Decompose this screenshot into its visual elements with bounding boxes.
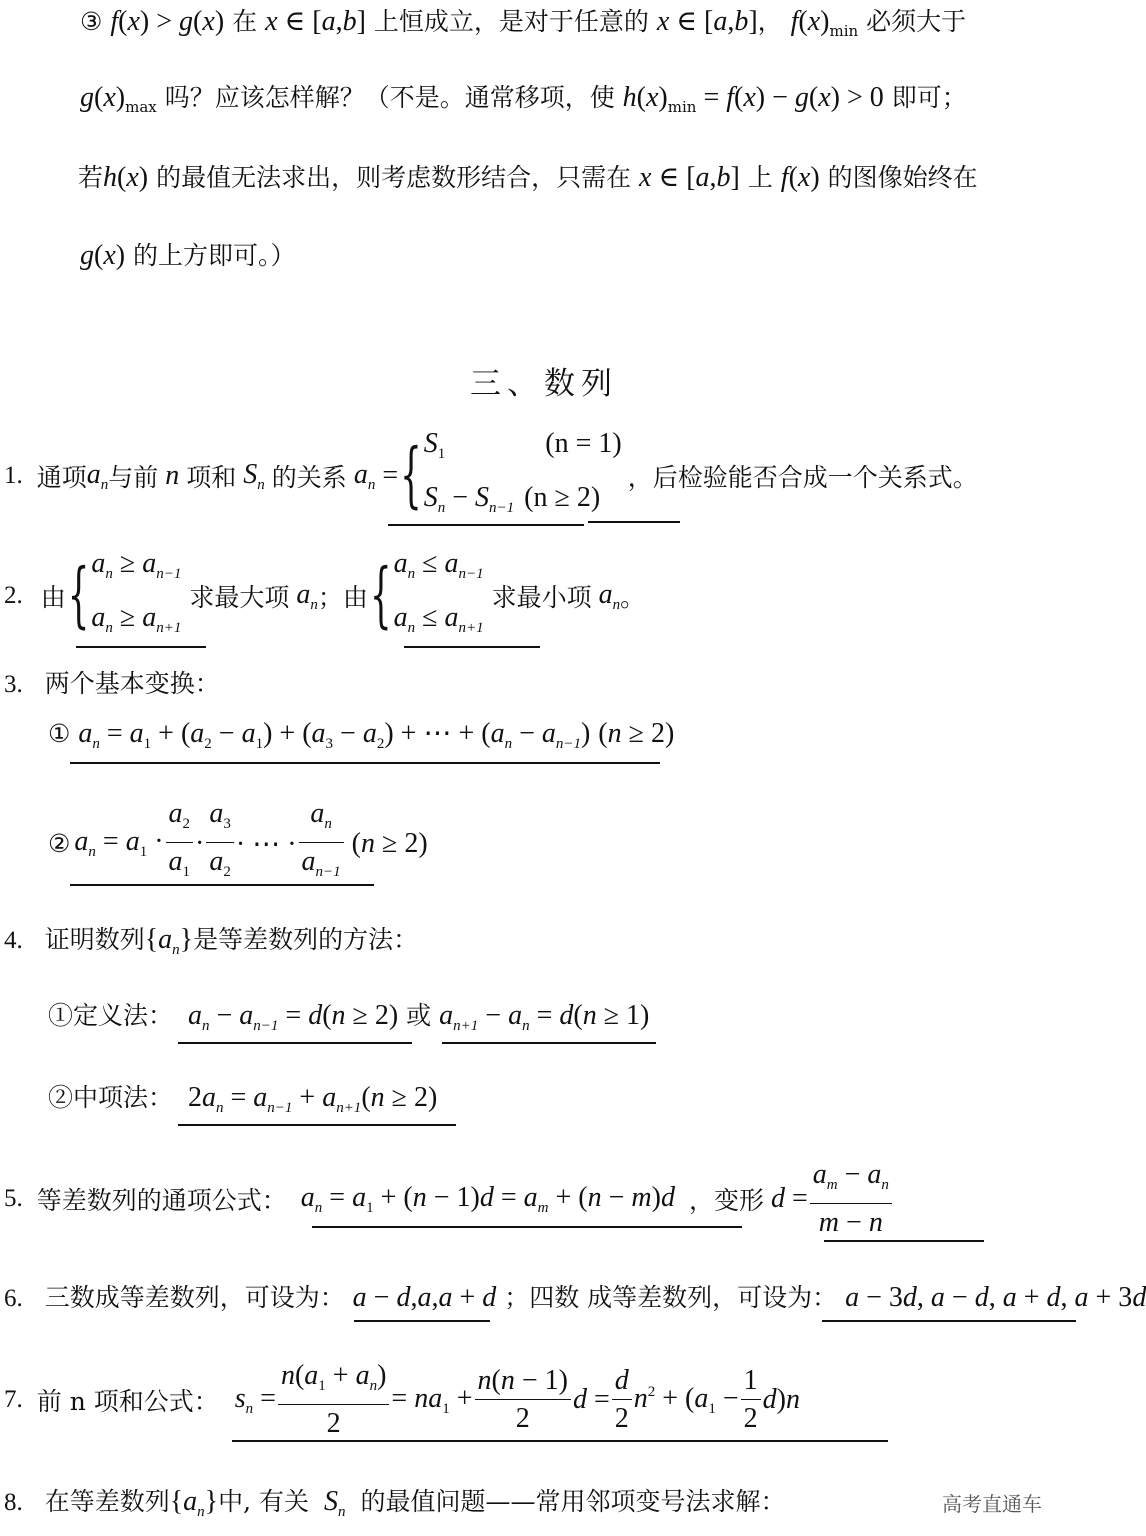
underline-2a [76, 646, 206, 648]
max-term-condition: $a_n \ge a_{n-1}$ $a_n \ge a_{n+1}$ [91, 548, 182, 636]
item-4: 4. 证明数列$\{a_n\}$是等差数列的方法： [4, 924, 419, 958]
item-7: 7. 前 n 项和公式： $s_n$ = $\frac{n(a_1 + a_n)}{2}$ = $na_1$ + $\frac{n(n - 1)}{2}$ d = $\frac{d}{2}$ $n^2 + (a_1$ − $\frac{1}{2}$ d)n [4, 1359, 800, 1439]
underline-7 [232, 1440, 888, 1442]
item-4-definition-method: ①定义法： $a_n - a_{n-1} = d(n \ge 2)$ 或 $a_{n+1} - a_n = d(n \ge 1)$ [48, 1000, 650, 1034]
math-f-gt-g: f [110, 6, 119, 37]
item-4-middle-term-method: ②中项法： $2a_n = a_{n-1} + a_{n+1}(n \ge 2)$ [48, 1082, 438, 1116]
item-3: 3. 两个基本变换： [4, 669, 220, 698]
para3-line1: ③ f(x) > g(x) 在 x ∈ [a,b] 上恒成立，是对于任意的 x ∈ [a,b]， $f(x)_{min}$ 必须大于 [80, 6, 967, 40]
underline-5a [312, 1226, 742, 1228]
underline-6b [822, 1320, 1076, 1322]
item-3-formula-2: ② $a_n = a_1$ · $\frac{a_2}{a_1}$ · $\frac{a_3}{a_2}$ · ⋯ · $\frac{a_n}{a_{n-1}}$ (n ≥ 2) [48, 798, 428, 880]
section-title: 三、数列 [470, 366, 618, 402]
underline-5b [824, 1240, 984, 1242]
watermark: 高考直通车 [942, 1492, 1042, 1516]
para3-line3: 若h(x) 的最值无法求出，则考虑数形结合，只需在 x ∈ [a,b] 上 f(x) 的图像始终在 [78, 162, 978, 193]
para3-line4: g(x) 的上方即可。） [80, 240, 296, 271]
item-6: 6. 三数成等差数列，可设为： a − d,a,a + d ；四数 成等差数列，可设为： a − 3d, a − d, a + d, a + 3d [4, 1282, 1146, 1313]
underline-6a [354, 1320, 490, 1322]
item-8: 8. 在等差数列$\{a_n\}$中, 有关 $S_n$ 的最值问题——常用邻项变号法求解： [4, 1486, 786, 1520]
underline-1a [388, 524, 584, 526]
min-term-condition: $a_n \le a_{n-1}$ $a_n \le a_{n+1}$ [393, 548, 484, 636]
underline-4b [442, 1042, 656, 1044]
underline-2b [404, 646, 540, 648]
underline-3b [70, 884, 374, 886]
underline-3a [70, 762, 660, 764]
underline-4c [178, 1124, 456, 1126]
underline-4a [178, 1042, 412, 1044]
item-5: 5. 等差数列的通项公式： $a_n = a_1 + (n - 1)d = a_m + (n - m)d$ ，变形 d = $\frac{a_m - a_n}{m - n}$ [4, 1156, 894, 1242]
underline-1b [588, 521, 680, 523]
circled-three: ③ [80, 7, 103, 36]
piecewise-sn: $S_1$ (n = 1) $S_n - S_{n-1}$ (n ≥ 2) [423, 428, 622, 516]
item-2: 2. 由 { $a_n \ge a_{n-1}$ $a_n \ge a_{n+1}$ 求最大项 $a_n$ ；由 { $a_n \le a_{n-1}$ $a_n \le a_{n+1}$ 求最小项 $a_n$ 。 [4, 548, 645, 644]
item-3-formula-1: ① $a_n = a_1 + (a_2 - a_1) + (a_3 - a_2)$ + ⋯ + $(a_n - a_{n-1}) (n \ge 2)$ [48, 718, 675, 752]
para3-line2: $g(x)_{max}$ 吗？应该怎样解？（不是。通常移项，使 $h(x)_{min} = f(x) - g(x) > 0$ 即可； [80, 82, 967, 116]
item-1: 1. 通项 $a_n$ 与前 n 项和 $S_n$ 的关系 $a_n$ = { $S_1$ (n = 1) $S_n - S_{n-1}$ (n ≥ 2) ，后检验能否合成一个关系式。 [4, 428, 978, 524]
